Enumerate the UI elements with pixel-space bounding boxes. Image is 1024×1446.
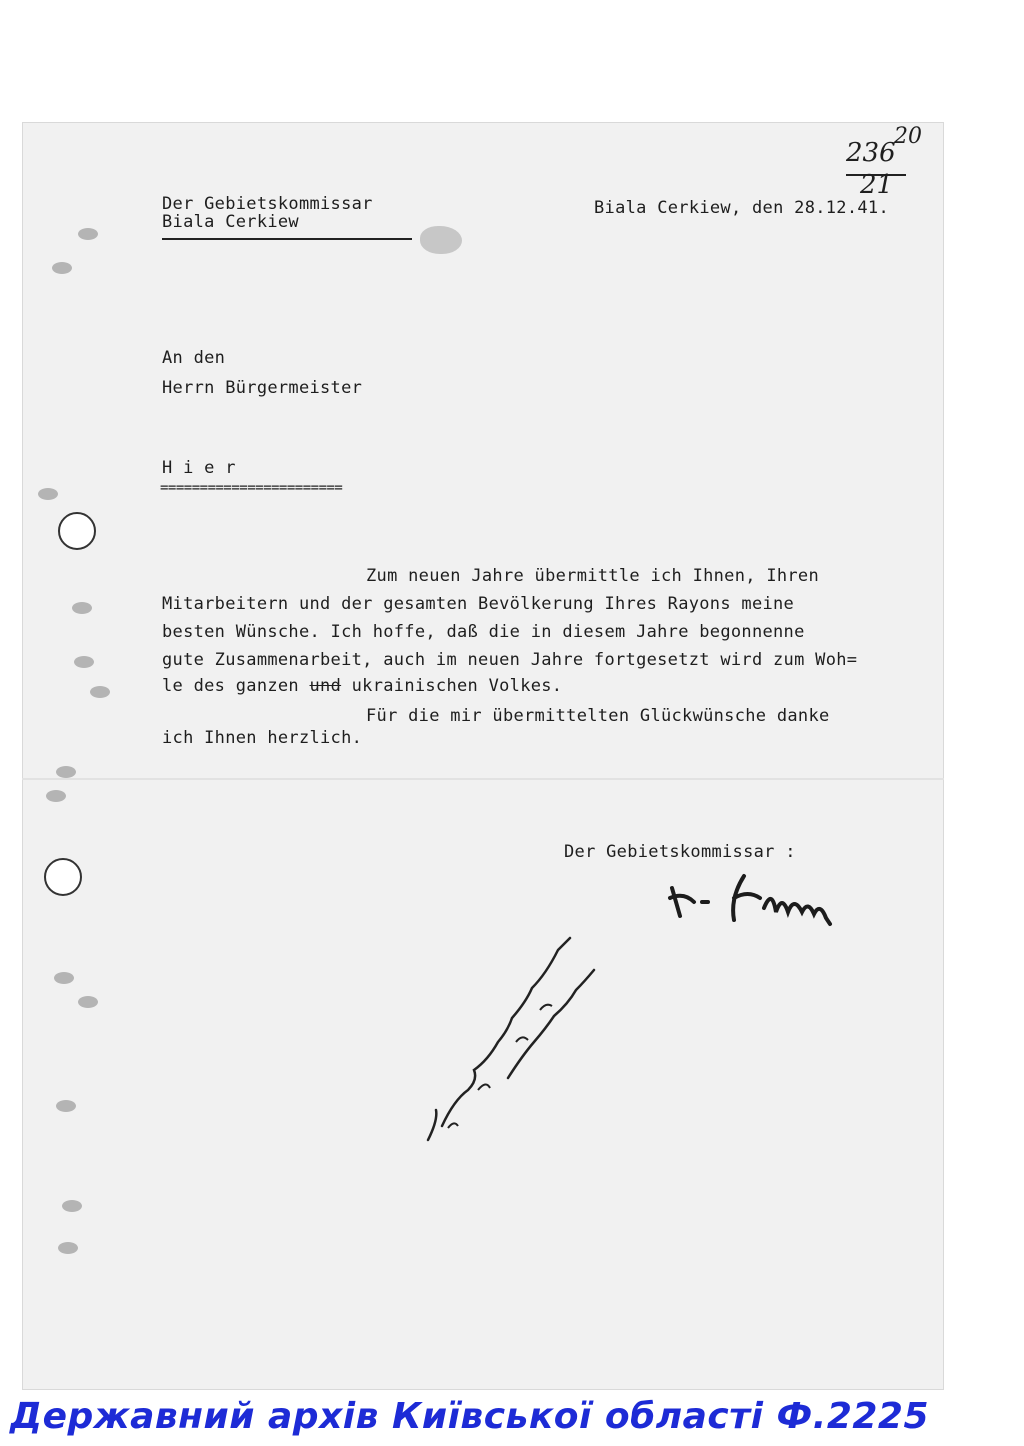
- body-text-segment: le des ganzen: [162, 676, 310, 696]
- margin-mark: [54, 972, 74, 984]
- handwritten-note: [408, 930, 618, 1160]
- struck-word: und: [309, 676, 342, 696]
- body-paragraph-1-line-5: [162, 676, 562, 696]
- archive-number-side: 20: [894, 124, 922, 149]
- margin-mark: [56, 766, 76, 778]
- archive-number-bottom: 21: [860, 170, 894, 200]
- margin-mark: [78, 996, 98, 1008]
- body-paragraph-1-line-4: gute Zusammenarbeit, auch im neuen Jahre fortgesetzt wird zum Woh=: [162, 650, 858, 670]
- body-text-segment: ukrainischen Volkes.: [341, 676, 563, 696]
- ink-blot: [420, 226, 462, 254]
- margin-mark: [90, 686, 110, 698]
- signature: [664, 868, 854, 938]
- body-paragraph-1-line-1: Zum neuen Jahre übermittle ich Ihnen, Ihren: [366, 566, 819, 586]
- location-text: H i e r: [162, 458, 236, 478]
- body-paragraph-1-line-2: Mitarbeitern und der gesamten Bevölkerung Ihres Rayons meine: [162, 594, 795, 614]
- margin-mark: [74, 656, 94, 668]
- sender-line-2: Biala Cerkiew: [162, 212, 299, 232]
- archive-footer: Державний архів Київської області Ф.2225: [10, 1396, 930, 1437]
- body-paragraph-2-line-1: Für die mir übermittelten Glückwünsche danke: [366, 706, 830, 726]
- location-underline: =======================: [160, 480, 343, 496]
- recipient-line-1: An den: [162, 348, 226, 368]
- margin-mark: [56, 1100, 76, 1112]
- margin-mark: [58, 1242, 78, 1254]
- margin-mark: [46, 790, 66, 802]
- body-paragraph-2-line-2: ich Ihnen herzlich.: [162, 728, 363, 748]
- margin-mark: [62, 1200, 82, 1212]
- sender-line-1: Der Gebietskommissar: [162, 194, 373, 214]
- margin-mark: [78, 228, 98, 240]
- archive-number-top: 236: [846, 138, 896, 168]
- sender-underline: [162, 238, 412, 240]
- margin-mark: [72, 602, 92, 614]
- punch-hole: [44, 858, 82, 896]
- place-date: Biala Cerkiew, den 28.12.41.: [594, 198, 889, 218]
- document-page: [22, 122, 944, 1390]
- closing-title: Der Gebietskommissar :: [564, 842, 796, 862]
- body-paragraph-1-line-3: besten Wünsche. Ich hoffe, daß die in diesem Jahre begonnenne: [162, 622, 805, 642]
- margin-mark: [38, 488, 58, 500]
- page-fold-line: [22, 778, 944, 780]
- recipient-line-2: Herrn Bürgermeister: [162, 378, 363, 398]
- punch-hole: [58, 512, 96, 550]
- margin-mark: [52, 262, 72, 274]
